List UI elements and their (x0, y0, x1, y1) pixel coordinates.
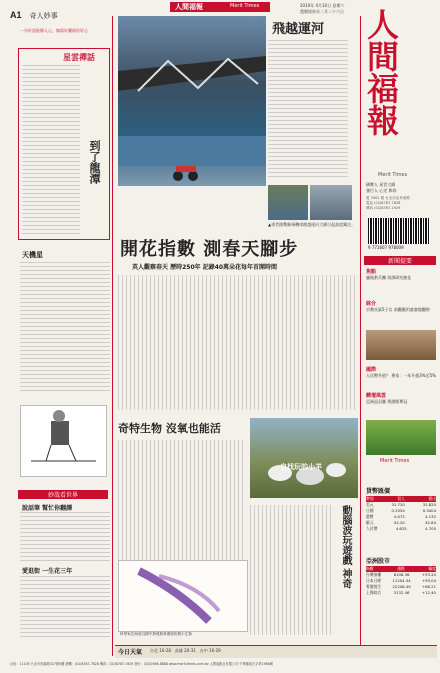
left-body-text (22, 65, 80, 235)
figure-caption: 科學家在海底沉積中發現無氧環境的微小生物 (120, 632, 192, 636)
stock-value-2: 22208.49 (392, 584, 411, 589)
story-title: 到了龍潭 (88, 140, 101, 184)
stock-name-2: 香港恆生 (366, 584, 382, 589)
stocks-table (366, 566, 436, 596)
headline-top: 飛越運河 (272, 22, 325, 37)
currency-title: 貨幣匯價 (366, 488, 391, 495)
currency-header-sell: 賣出 (428, 496, 436, 501)
footer-text: 社址：11105 台北市松隆路327號5樓 總機：(02)8787-7828 傳真：(02)8787-1929 發行：(02)2698-8888 www.merit-times.com.tw 人間福報社有限公司 中華郵政台字第1968號 (10, 662, 273, 666)
currency-sell-1: 0.3404 (422, 508, 436, 513)
currency-sell-3: 42.84 (425, 520, 436, 525)
top-brand-en: Merit Times (230, 3, 260, 9)
currency-buy-0: 31.720 (391, 502, 405, 507)
divider-left (112, 16, 113, 656)
main-body-text (118, 275, 358, 410)
barcode-digits: 9 771607 978009 (368, 245, 404, 250)
stock-name-1: 日本日經 (366, 578, 382, 583)
vertical-story-body (250, 505, 332, 635)
masthead-slogan-1: 刷牌人 星雲大師 (366, 182, 396, 187)
page-header (10, 3, 110, 20)
contact-1: 電 3401 號 台北市忠孝東路 (366, 196, 410, 200)
weather-cities: 台北 16-28 高雄 20-31 台中 16-29 (150, 648, 221, 653)
column-title: 星雲禪話 (63, 53, 95, 62)
currency-buy-3: 42.20 (393, 520, 405, 525)
left-text-block-2 (20, 262, 110, 392)
right-item-4 (366, 392, 436, 405)
sheep-photo (250, 418, 358, 498)
sheep-caption: 自找玩的小羊 (280, 463, 322, 471)
contact-2: 電話 (02)8787-7828 (366, 201, 401, 205)
vertical-story-title: 動腦波玩遊戲 神奇 (340, 505, 351, 589)
stock-change-3: +12.40 (421, 590, 436, 595)
right-merit-label: Merit Times (380, 458, 410, 464)
currency-table (366, 496, 436, 532)
currency-buy-1: 0.3354 (391, 508, 405, 513)
right-item-2 (366, 300, 436, 313)
currency-name-0: 美元 (366, 502, 374, 507)
right-item-1 (366, 268, 436, 281)
right-item-3-text: 人民幣升值？ 專家：一年升值3%至5% (366, 373, 436, 378)
right-item-2-text: 宗教社區5子女 前觀應用童童地觀察 (366, 307, 430, 312)
stocks-title: 亞洲股市 (366, 558, 391, 565)
headline-main: 開花指數 測春天腳步 (120, 239, 299, 260)
headline-sub: 英人觀察春天 歷時250年 記錄40萬朵花每年首開時間 (132, 264, 278, 271)
right-photo-2 (366, 420, 436, 455)
stock-value-1: 11204.34 (392, 578, 411, 583)
top-brand: 人間福報 (175, 3, 203, 11)
left-lower-title-1: 說話筆 幫忙你翻譯 (22, 505, 73, 512)
left-lower-body-1 (20, 512, 110, 562)
page-section: 奇人妙事 (29, 12, 58, 20)
right-item-1-text: 盧瓶救兵團 培訓研究進化 (366, 275, 412, 280)
left-lower-title-2: 愛逛街 一生花三年 (22, 568, 73, 575)
currency-name-3: 歐元 (366, 520, 374, 525)
stocks-header-change: 幅度 (428, 566, 436, 571)
stocks-header-value: 漲跌 (397, 566, 405, 571)
organism-figure (118, 560, 248, 632)
right-item-4-text: 亞洲盃羽賽 香港隊奪冠 (366, 399, 408, 404)
currency-header-name: 幣別 (366, 496, 374, 501)
currency-name-1: 日圓 (366, 508, 374, 513)
currency-name-4: 人民幣 (366, 526, 378, 531)
right-sidebar-header: 新聞提要 (364, 256, 436, 265)
stock-name-3: 上海綜合 (366, 590, 382, 595)
currency-sell-0: 31.820 (422, 502, 436, 507)
stock-value-3: 3132.46 (393, 590, 410, 595)
masthead-title: 人間福報 (362, 8, 400, 136)
masthead-en: Merit Times (378, 172, 408, 178)
canal-jump-photo (118, 16, 266, 186)
photo-caption-top: ▲勇者挑戰騎乘機車跳越運河大橋引起高度關注。 (268, 222, 356, 227)
date-line: 2010年 4月10日 星期六 (300, 3, 345, 8)
right-item-3 (366, 366, 436, 379)
divider-right (360, 16, 361, 646)
contact-3: 傳真 (02)8787-1929 (366, 206, 401, 210)
masthead-logo (362, 8, 437, 168)
stock-change-2: +68.21 (421, 584, 436, 589)
currency-buy-2: 4.072 (393, 514, 405, 519)
stock-change-0: +53.24 (421, 572, 436, 577)
story-bottom-title: 奇特生物 沒氧也能活 (118, 422, 221, 435)
currency-sell-4: 4.705 (425, 526, 436, 531)
barcode (368, 218, 430, 244)
stock-name-0: 台灣加權 (366, 572, 382, 577)
left-lower-body-2 (20, 576, 110, 638)
weather-label: 今日天氣 (118, 649, 143, 656)
lunar-date: 農曆庚寅年二月二十六日 (300, 9, 344, 14)
currency-name-2: 港幣 (366, 514, 374, 519)
currency-sell-2: 4.132 (425, 514, 436, 519)
currency-buy-4: 4.625 (395, 526, 407, 531)
right-item-4-title: 體壇風雲 (366, 393, 387, 399)
masthead-slogan-2: 發行人 心定 和尚 (366, 188, 397, 193)
canal-photo-2 (310, 185, 352, 220)
right-item-2-title: 綜合 (366, 301, 377, 307)
left-tag: 一句好話能勝人心，無需好藥卻治好心 (20, 28, 88, 33)
stocks-header-name: 指數 (366, 566, 374, 571)
currency-header-buy: 買入 (397, 496, 405, 501)
stock-change-1: +93.04 (421, 578, 436, 583)
right-item-3-title: 國際 (366, 367, 377, 373)
right-photo-1 (366, 330, 436, 360)
page-number: A1 (10, 10, 22, 20)
stock-value-0: 8108.36 (393, 572, 410, 577)
left-lower-header: 妙哉看世界 (18, 490, 108, 499)
essay-title: 天機星 (22, 251, 43, 259)
canal-photo-1 (268, 185, 308, 220)
cartoon-illustration (20, 405, 107, 477)
headline-top-body (268, 40, 348, 180)
right-item-1-title: 焦點 (366, 269, 377, 275)
